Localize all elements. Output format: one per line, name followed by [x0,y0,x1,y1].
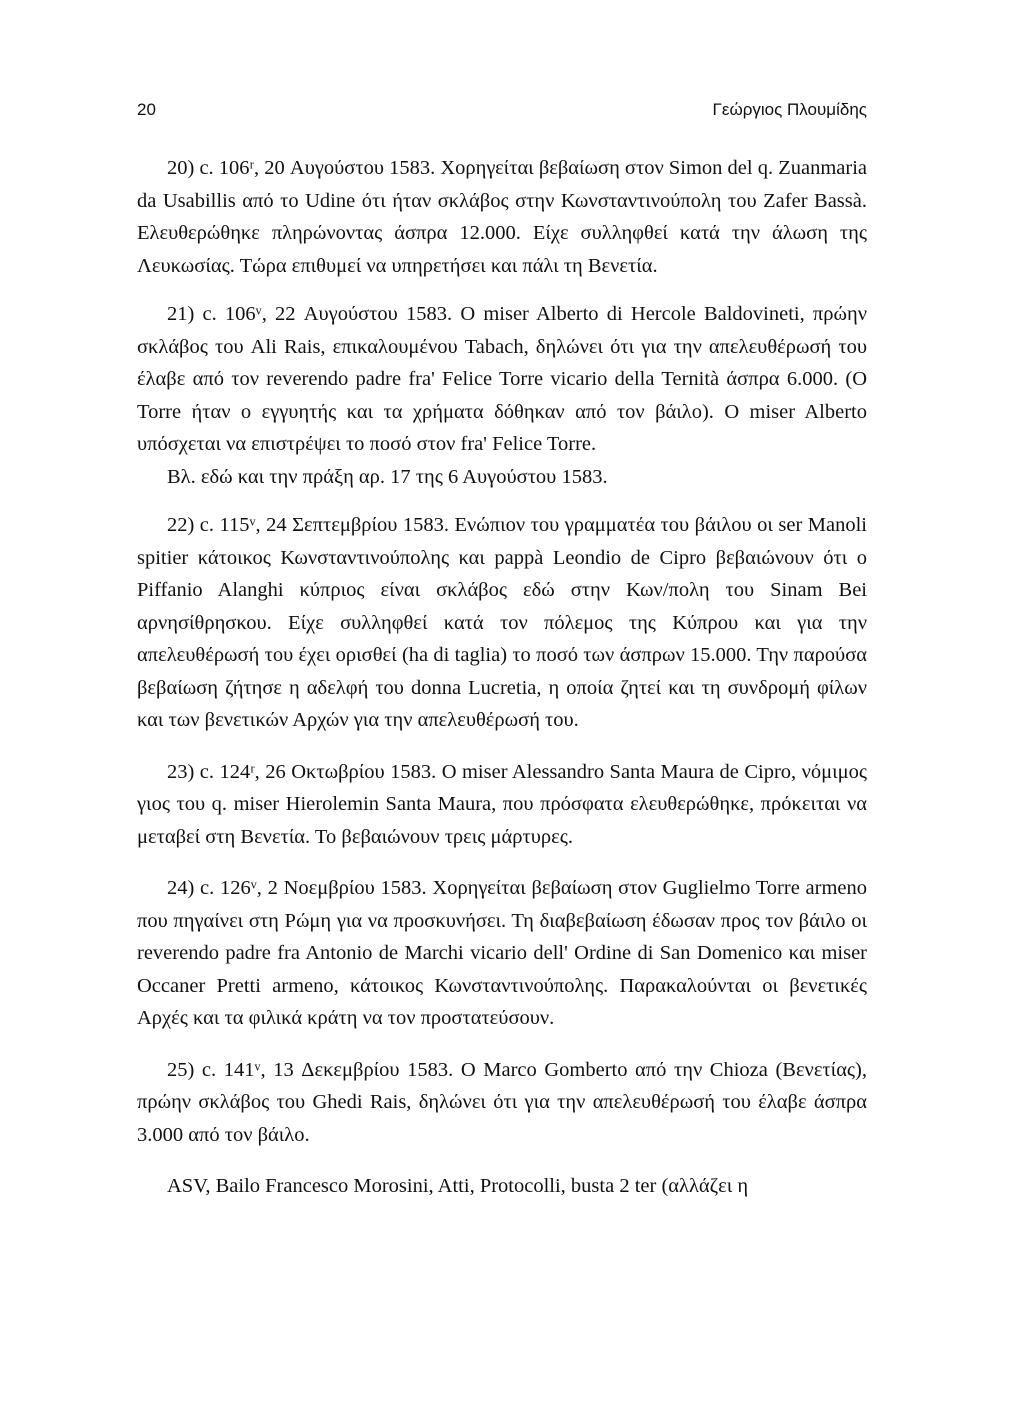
entry-20-paragraph: 20) c. 106ʳ, 20 Αυγούστου 1583. Χορηγείται βεβαίωση στον Simon del q. Zuanmaria da Usabillis από το Udine ότι ήταν σκλάβος στην Κωνσταντινούπολη του Zafer Bassà. Ελευθερώθηκε πληρώνοντας άσπρα 12.000. Είχε συλληφθεί κατά την άλωση της Λευκωσίας. Τώρα επιθυμεί να υπηρετήσει και πάλι τη Βενετία. [137,157,867,277]
entry-24-paragraph: 24) c. 126ᵛ, 2 Νοεμβρίου 1583. Χορηγείται βεβαίωση στον Guglielmo Torre armeno που πηγαίνει στη Ρώμη για να προσκυνήσει. Τη διαβεβαίωση έδωσαν προς τον βάιλο οι reverendo padre fra Antonio de Marchi vicario dell' Ordine di San Domenico και miser Occaner Pretti armeno, κάτοικος Κωνσταντινούπολης. Παρακαλούνται οι βενετικές Αρχές και τα φιλικά κράτη να τον προστατεύσουν. [137,877,867,1029]
archive-source-paragraph: ASV, Bailo Francesco Morosini, Atti, Protocolli, busta 2 ter (αλλάζει η [167,1175,749,1197]
cross-reference-paragraph: Βλ. εδώ και την πράξη αρ. 17 της 6 Αυγούστου 1583. [167,465,608,488]
entry-22-paragraph: 22) c. 115ᵛ, 24 Σεπτεμβρίου 1583. Ενώπιον του γραμματέα του βάιλου οι ser Manoli spitier κάτοικος Κωνσταντινούπολης και pappà Leondio de Cipro βεβαιώνουν ότι ο Piffanio Alanghi κύπριος είναι σκλάβος εδώ στην Κων/πολη του Sinam Bei αρνησίθρησκου. Είχε συλληφθεί κατά τον πόλεμος της Κύπρου και για την απελευθέρωσή του έχει ορισθεί (ha di taglia) το ποσό των άσπρων 15.000. Την παρούσα βεβαίωση ζήτησε η αδελφή του donna Lucretia, η οποία ζητεί και τη συνδρομή φίλων και των βενετικών Αρχών για την απελευθέρωσή του. [137,514,867,731]
body-text [137,152,867,1203]
page-header [137,100,867,124]
entry-23-paragraph: 23) c. 124ʳ, 26 Οκτωβρίου 1583. Ο miser Alessandro Santa Maura de Cipro, νόμιμος γιος του q. miser Hierolemin Santa Maura, που πρόσφατα ελευθερώθηκε, πρόκειται να μεταβεί στη Βενετία. Το βεβαιώνουν τρεις μάρτυρες. [137,760,867,848]
page-number: 20 [137,100,156,119]
entry-25-paragraph: 25) c. 141ᵛ, 13 Δεκεμβρίου 1583. Ο Marco Gomberto από την Chioza (Βενετίας), πρώην σκλάβος του Ghedi Rais, δηλώνει ότι για την απελευθέρωσή του έλαβε άσπρα 3.000 από τον βάιλο. [137,1058,867,1146]
running-head-author: Γεώργιος Πλουμίδης [712,100,867,119]
entry-21-paragraph: 21) c. 106ᵛ, 22 Αυγούστου 1583. Ο miser Alberto di Hercole Baldovineti, πρώην σκλάβος του Ali Rais, επικαλουμένου Tabach, δηλώνει ότι για την απελευθέρωσή του έλαβε από τον reverendo padre fra' Felice Torre vicario della Ternità άσπρα 6.000. (Ο Torre ήταν ο εγγυητής και τα χρήματα δόθηκαν από τον βάιλο). Ο miser Alberto υπόσχεται να επιστρέψει το ποσό στον fra' Felice Torre. [137,303,867,455]
